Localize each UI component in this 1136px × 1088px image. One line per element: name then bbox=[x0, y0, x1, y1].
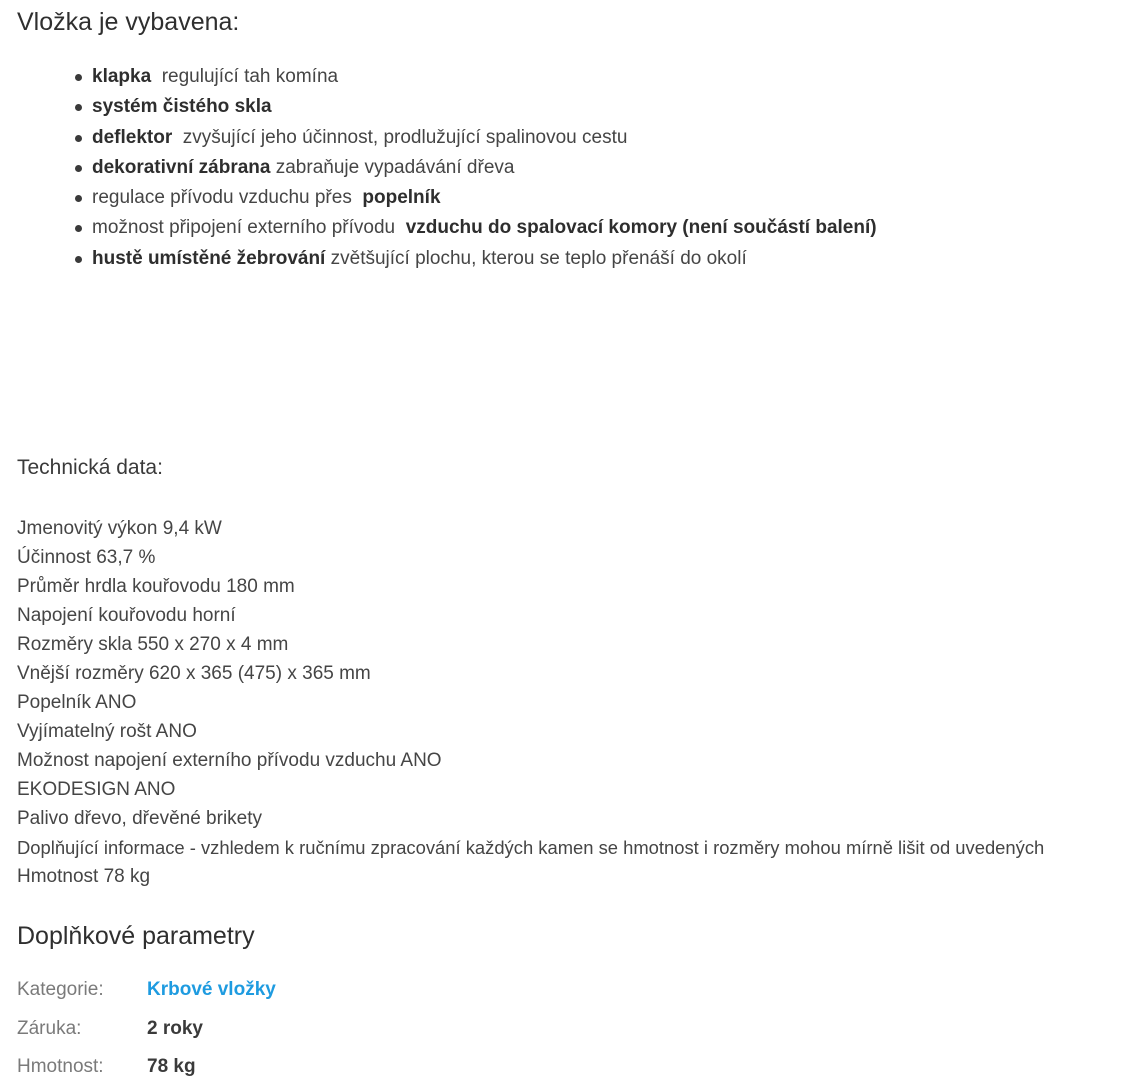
feature-bold: hustě umístěné žebrování bbox=[92, 247, 326, 269]
list-item bbox=[17, 92, 877, 122]
bullet-icon bbox=[75, 104, 82, 111]
feature-text: zvyšující jeho účinnost, prodlužující spalinovou cestu bbox=[172, 126, 628, 148]
tech-line: Rozměry skla 550 x 270 x 4 mm bbox=[17, 634, 289, 655]
bullet-icon bbox=[75, 256, 82, 263]
feature-bold: popelník bbox=[362, 187, 441, 209]
param-value: 2 roky bbox=[147, 1017, 203, 1039]
tech-line: Vnější rozměry 620 x 365 (475) x 365 mm bbox=[17, 663, 371, 684]
technical-heading: Technická data: bbox=[17, 456, 163, 479]
equipment-heading: Vložka je vybavena: bbox=[17, 8, 240, 36]
bullet-icon bbox=[75, 195, 82, 202]
tech-line: Vyjímatelný rošt ANO bbox=[17, 721, 197, 742]
tech-line: Účinnost 63,7 % bbox=[17, 547, 156, 568]
feature-bold: klapka bbox=[92, 66, 152, 87]
param-label: Kategorie: bbox=[17, 979, 104, 1000]
bullet-icon bbox=[75, 225, 82, 232]
list-item bbox=[17, 123, 877, 153]
feature-text: zvětšující plochu, kterou se teplo přenáší do okolí bbox=[325, 247, 747, 269]
feature-text: regulace přívodu vzduchu přes bbox=[92, 187, 363, 209]
tech-line: Možnost napojení externího přívodu vzduchu ANO bbox=[17, 750, 442, 771]
param-value: 78 kg bbox=[147, 1056, 196, 1077]
tech-line: Hmotnost 78 kg bbox=[17, 866, 151, 887]
tech-line: Palivo dřevo, dřevěné brikety bbox=[17, 808, 263, 829]
tech-line: Jmenovitý výkon 9,4 kW bbox=[17, 518, 222, 539]
param-label: Záruka: bbox=[17, 1017, 82, 1039]
feature-bold: vzduchu do spalovací komory (není součástí balení) bbox=[405, 217, 877, 239]
technical-data-list bbox=[17, 514, 1044, 891]
additional-params-heading: Doplňkové parametry bbox=[17, 922, 255, 950]
tech-line: Průměr hrdla kouřovodu 180 mm bbox=[17, 576, 295, 597]
tech-line: Popelník ANO bbox=[17, 692, 137, 713]
tech-line: EKODESIGN ANO bbox=[17, 779, 176, 800]
param-label: Hmotnost: bbox=[17, 1056, 104, 1077]
tech-line: Napojení kouřovodu horní bbox=[17, 605, 236, 626]
feature-text: možnost připojení externího přívodu bbox=[92, 217, 406, 239]
list-item bbox=[17, 62, 877, 92]
category-link[interactable]: Krbové vložky bbox=[147, 979, 276, 1000]
feature-bold: deflektor bbox=[92, 126, 173, 148]
feature-bold: dekorativní zábrana bbox=[92, 156, 271, 178]
list-item bbox=[17, 244, 877, 274]
bullet-icon bbox=[75, 135, 82, 142]
equipment-list bbox=[17, 62, 877, 274]
tech-line: Doplňující informace - vzhledem k ručnímu zpracování každých kamen se hmotnost i rozměry mohou mírně lišit od uvedených bbox=[17, 837, 1045, 858]
list-item bbox=[17, 153, 877, 183]
feature-text: zabraňuje vypadávání dřeva bbox=[270, 156, 515, 178]
feature-bold: systém čistého skla bbox=[92, 96, 272, 118]
list-item bbox=[17, 183, 877, 213]
feature-text: regulující tah komína bbox=[151, 66, 339, 87]
bullet-icon bbox=[75, 74, 82, 81]
bullet-icon bbox=[75, 165, 82, 172]
list-item bbox=[17, 213, 877, 243]
